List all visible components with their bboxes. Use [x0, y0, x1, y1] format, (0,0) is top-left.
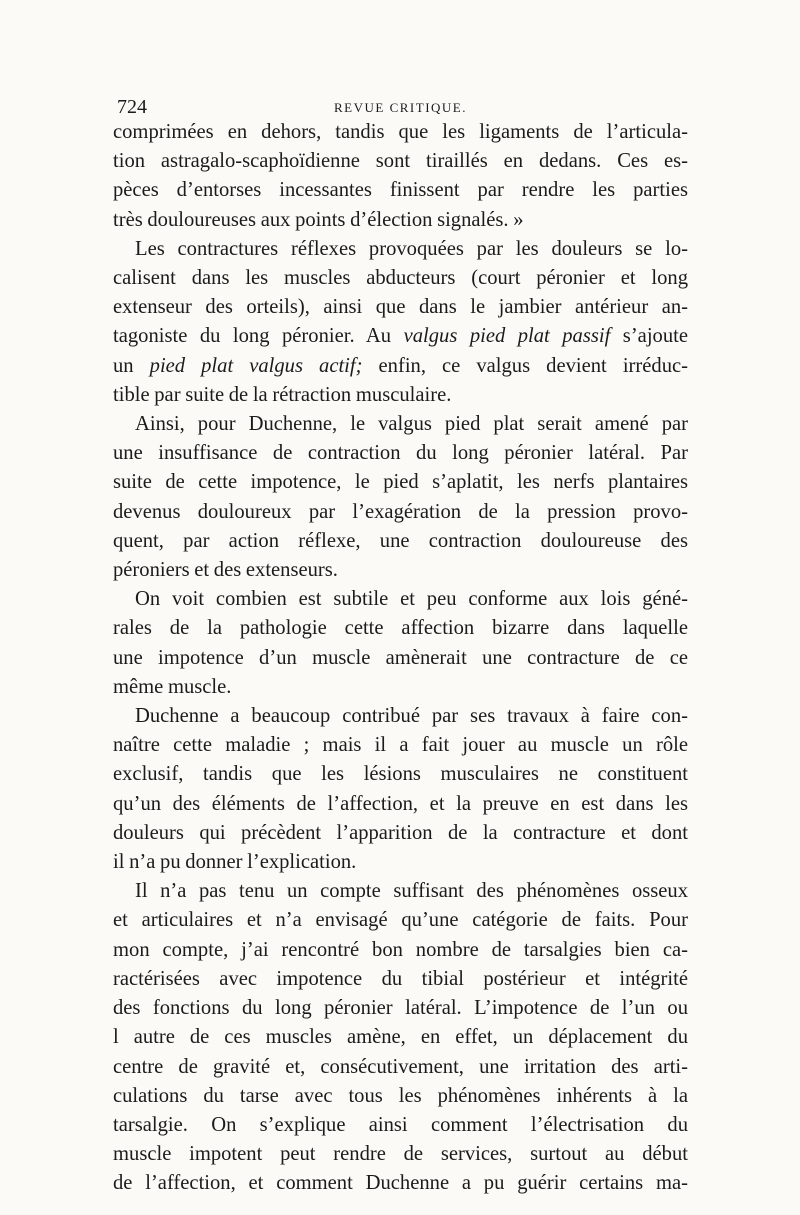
text-line: des fonctions du long péronier latéral. L’impotence de l’un ou	[113, 997, 688, 1020]
paragraph	[113, 235, 688, 410]
text-line: et articulaires et n’a envisagé qu’une catégorie de faits. Pour	[113, 909, 688, 932]
text-line: pèces d’entorses incessantes finissent par rendre les parties	[113, 179, 688, 202]
text-line: tagoniste du long péronier. Au valgus pied plat passif s’ajoute	[113, 325, 688, 348]
text-line: il n’a pu donner l’explication.	[113, 851, 357, 874]
paragraph	[113, 702, 688, 877]
text-line: un pied plat valgus actif; enfin, ce valgus devient irréduc-	[113, 354, 688, 377]
text-line: culations du tarse avec tous les phénomènes inhérents à la	[113, 1084, 688, 1107]
text-line: péroniers et des extenseurs.	[113, 559, 338, 582]
text-line: rales de la pathologie cette affection bizarre dans laquelle	[113, 617, 688, 640]
text-line: douleurs qui précèdent l’apparition de la contracture et dont	[113, 821, 688, 844]
text-line: centre de gravité et, consécutivement, une irritation des arti-	[113, 1055, 688, 1078]
text-line: de l’affection, et comment Duchenne a pu guérir certains ma-	[113, 1172, 688, 1195]
text-line: même muscle.	[113, 675, 232, 698]
paragraph	[113, 877, 688, 1198]
text-line: qu’un des éléments de l’affection, et la preuve en est dans les	[113, 792, 688, 815]
text-line: tible par suite de la rétraction musculaire.	[113, 383, 452, 406]
text-line: ractérisées avec impotence du tibial postérieur et intégrité	[113, 967, 688, 990]
text-line: mon compte, j’ai rencontré bon nombre de tarsalgies bien ca-	[113, 938, 688, 961]
paragraph	[113, 410, 688, 585]
text-line: une insuffisance de contraction du long péronier latéral. Par	[113, 442, 688, 465]
running-title: REVUE CRITIQUE.	[334, 100, 467, 115]
text-line: l autre de ces muscles amène, en effet, un déplacement du	[113, 1026, 688, 1049]
text-line: Duchenne a beaucoup contribué par ses travaux à faire con-	[135, 705, 688, 728]
text-line: On voit combien est subtile et peu conforme aux lois géné-	[135, 588, 688, 611]
text-line: muscle impotent peut rendre de services, surtout au début	[113, 1143, 688, 1166]
text-line: quent, par action réflexe, une contraction douloureuse des	[113, 529, 688, 552]
book-page	[113, 92, 688, 1199]
text-line: calisent dans les muscles abducteurs (court péronier et long	[113, 267, 688, 290]
paragraph	[113, 585, 688, 702]
text-line: une impotence d’un muscle amènerait une contracture de ce	[113, 646, 688, 669]
text-line: comprimées en dehors, tandis que les ligaments de l’articula-	[113, 121, 688, 143]
text-line: suite de cette impotence, le pied s’aplatit, les nerfs plantaires	[113, 471, 688, 494]
page-number: 724	[117, 96, 147, 118]
text-line: Les contractures réflexes provoquées par les douleurs se lo-	[135, 237, 688, 260]
text-line: tion astragalo-scaphoïdienne sont tiraillés en dedans. Ces es-	[113, 150, 688, 173]
italic-phrase: pied plat valgus actif;	[149, 354, 363, 377]
running-head	[113, 92, 688, 118]
text-line: Il n’a pas tenu un compte suffisant des phénomènes osseux	[135, 880, 688, 903]
text-line: extenseur des orteils), ainsi que dans le jambier antérieur an-	[113, 296, 688, 319]
text-line: tarsalgie. On s’explique ainsi comment l’électrisation du	[113, 1113, 688, 1136]
body-text	[113, 118, 688, 1199]
text-line: naître cette maladie ; mais il a fait jouer au muscle un rôle	[113, 734, 688, 757]
text-line: devenus douloureux par l’exagération de la pression provo-	[113, 500, 688, 523]
italic-phrase: valgus pied plat passif	[403, 325, 611, 348]
text-line: Ainsi, pour Duchenne, le valgus pied plat serait amené par	[135, 413, 688, 436]
text-line: exclusif, tandis que les lésions musculaires ne constituent	[113, 763, 688, 786]
text-line: très douloureuses aux points d’élection signalés. »	[113, 208, 524, 231]
paragraph	[113, 118, 688, 235]
